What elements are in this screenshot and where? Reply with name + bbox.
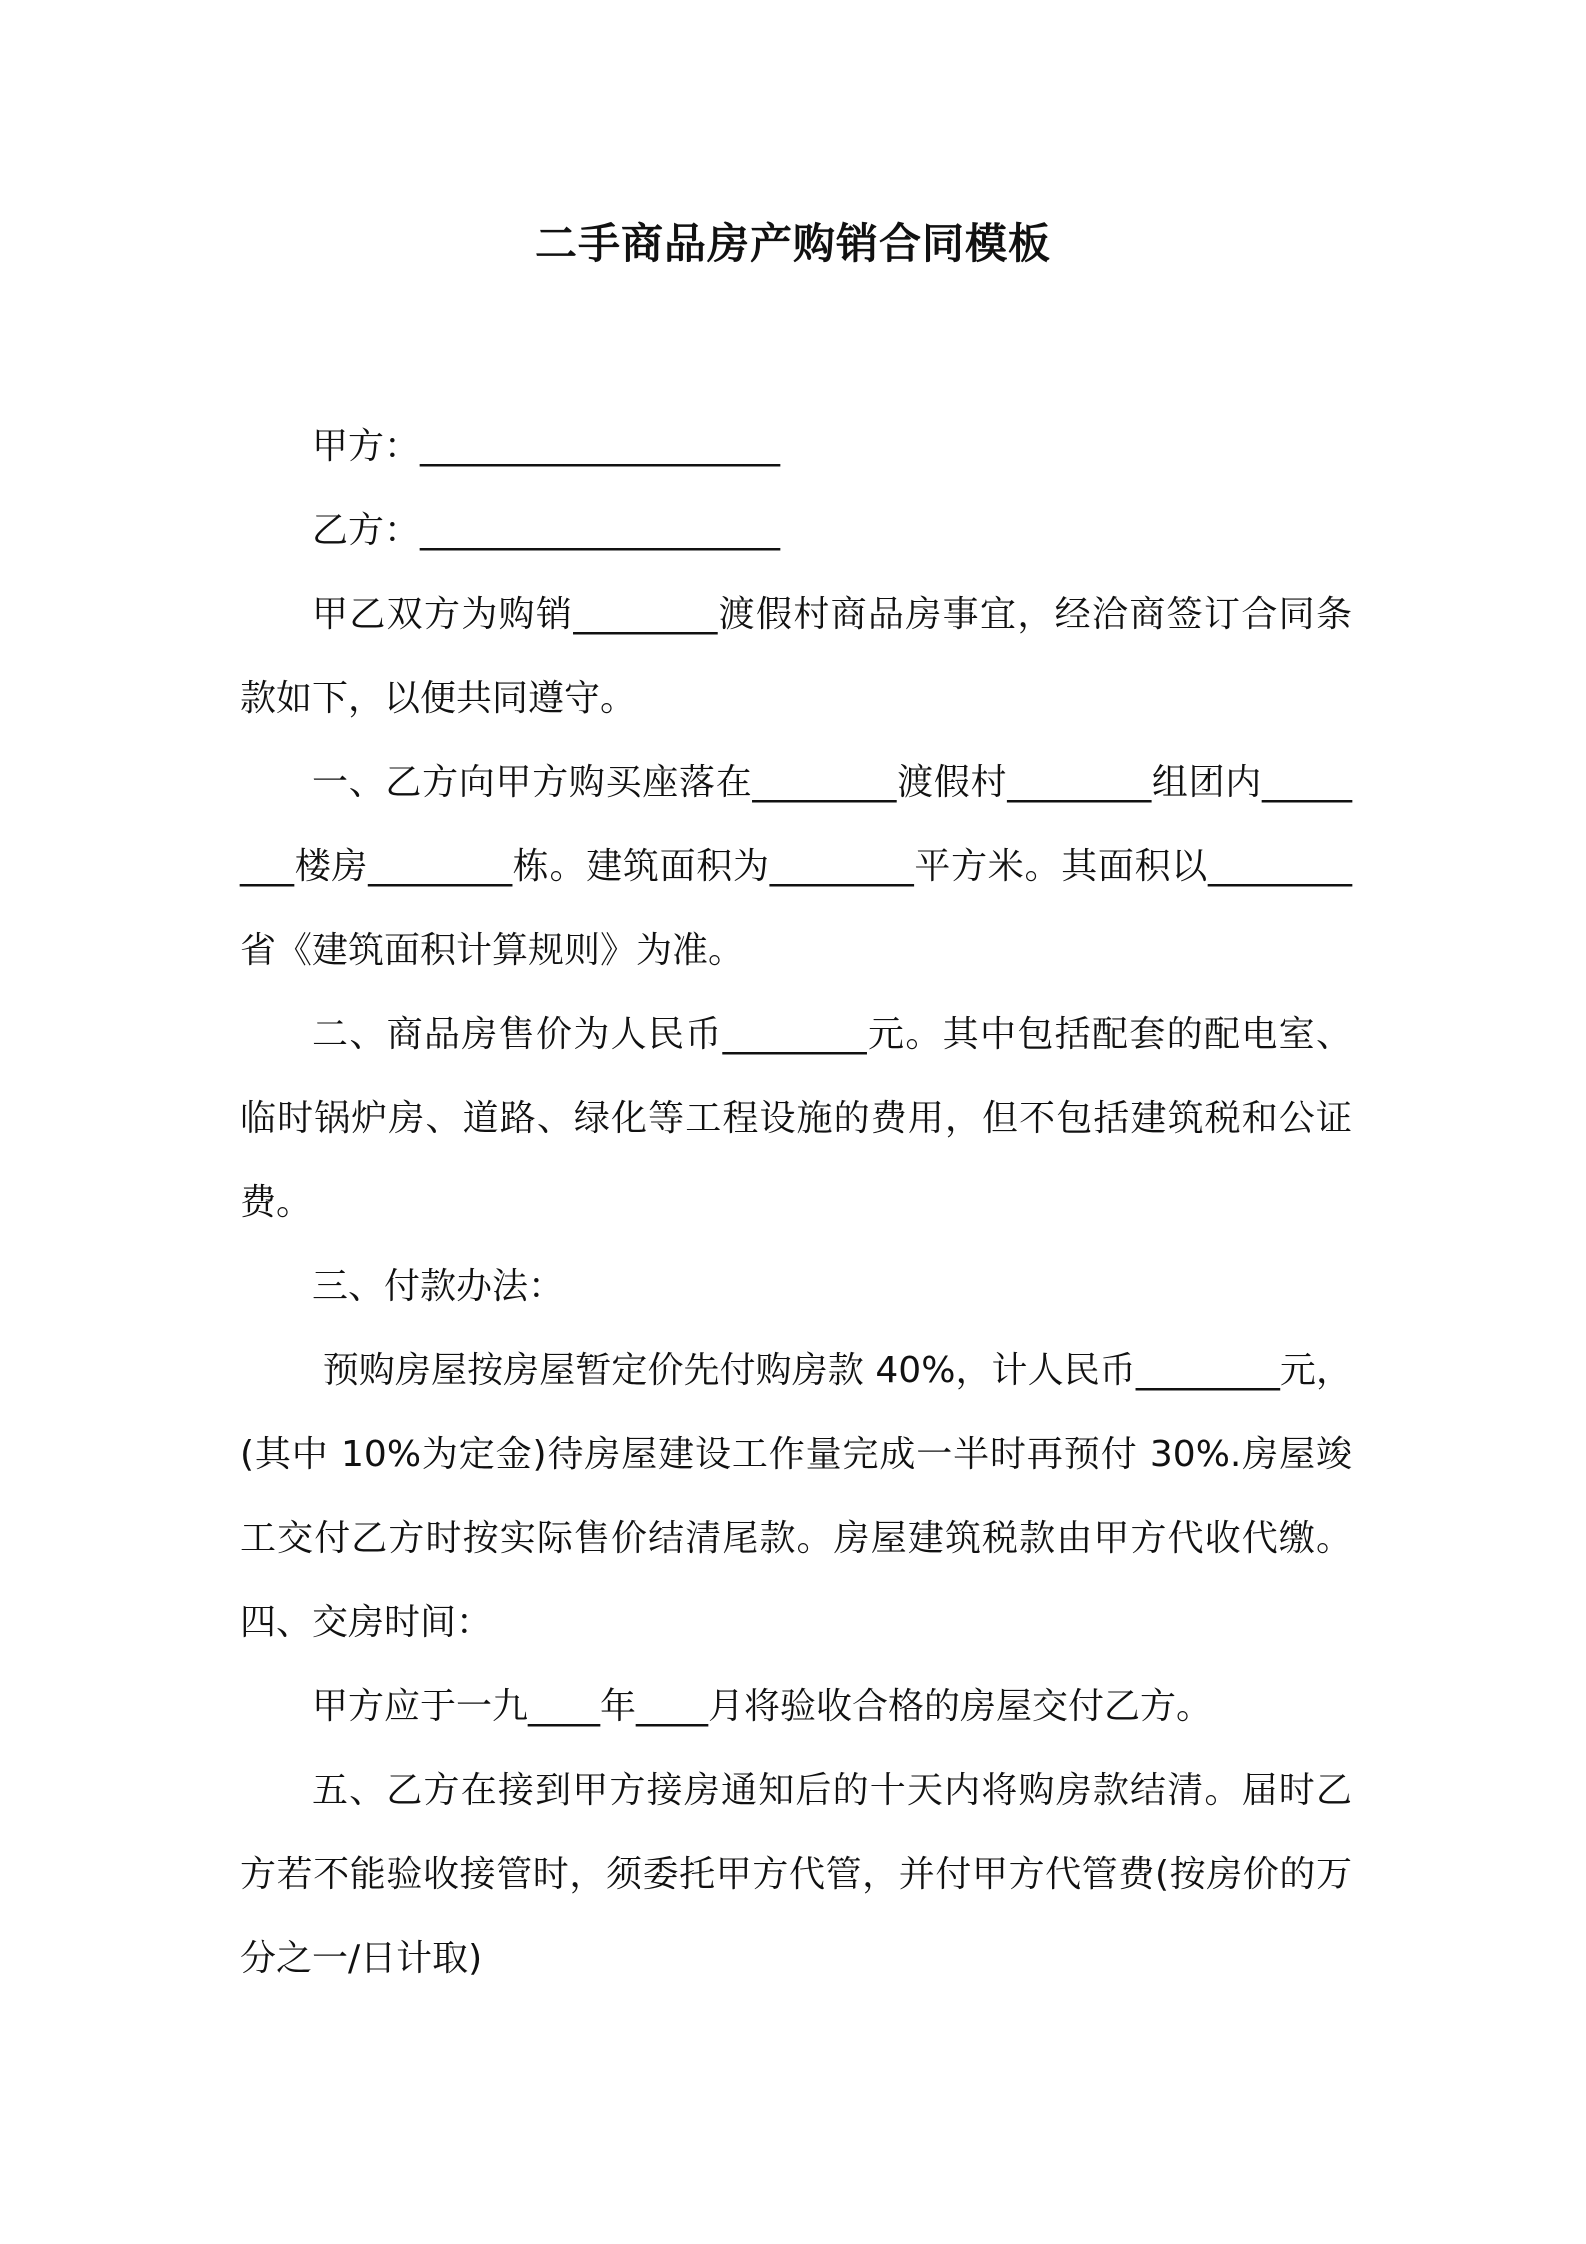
clause-2-price: 二、商品房售价为人民币________元。其中包括配套的配电室、临时锅炉房、道路、绿化等工程设施的费用，但不包括建筑税和公证费。 <box>240 1014 1352 1223</box>
contract-body <box>240 405 1375 2001</box>
preamble-paragraph: 甲乙双方为购销________渡假村商品房事宜，经洽商签订合同条款如下，以便共同遵守。 <box>240 594 1352 719</box>
party-b-line: 乙方：____________________ <box>312 510 781 551</box>
clause-5-settlement: 五、乙方在接到甲方接房通知后的十天内将购房款结清。届时乙方若不能验收接管时，须委托甲方代管，并付甲方代管费(按房价的万分之一/日计取) <box>240 1770 1352 1979</box>
clause-3-payment-details: 预购房屋按房屋暂定价先付购房款 40%，计人民币________元，(其中 10%为定金)待房屋建设工作量完成一半时再预付 30%.房屋竣工交付乙方时按实际售价结清尾款。房屋建筑税款由甲方代收代缴。 四、交房时间： <box>240 1350 1375 1643</box>
party-a-line: 甲方：____________________ <box>312 426 781 467</box>
document-title: 二手商品房产购销合同模板 <box>534 219 1051 268</box>
clause-3-heading-payment: 三、付款办法： <box>312 1266 565 1307</box>
clause-1-property-location: 一、乙方向甲方购买座落在________渡假村________组团内________楼房________栋。建筑面积为________平方米。其面积以________省《建筑面积计算规则》为准。 <box>240 762 1352 971</box>
clause-4-delivery-date: 甲方应于一九____年____月将验收合格的房屋交付乙方。 <box>312 1686 1213 1727</box>
